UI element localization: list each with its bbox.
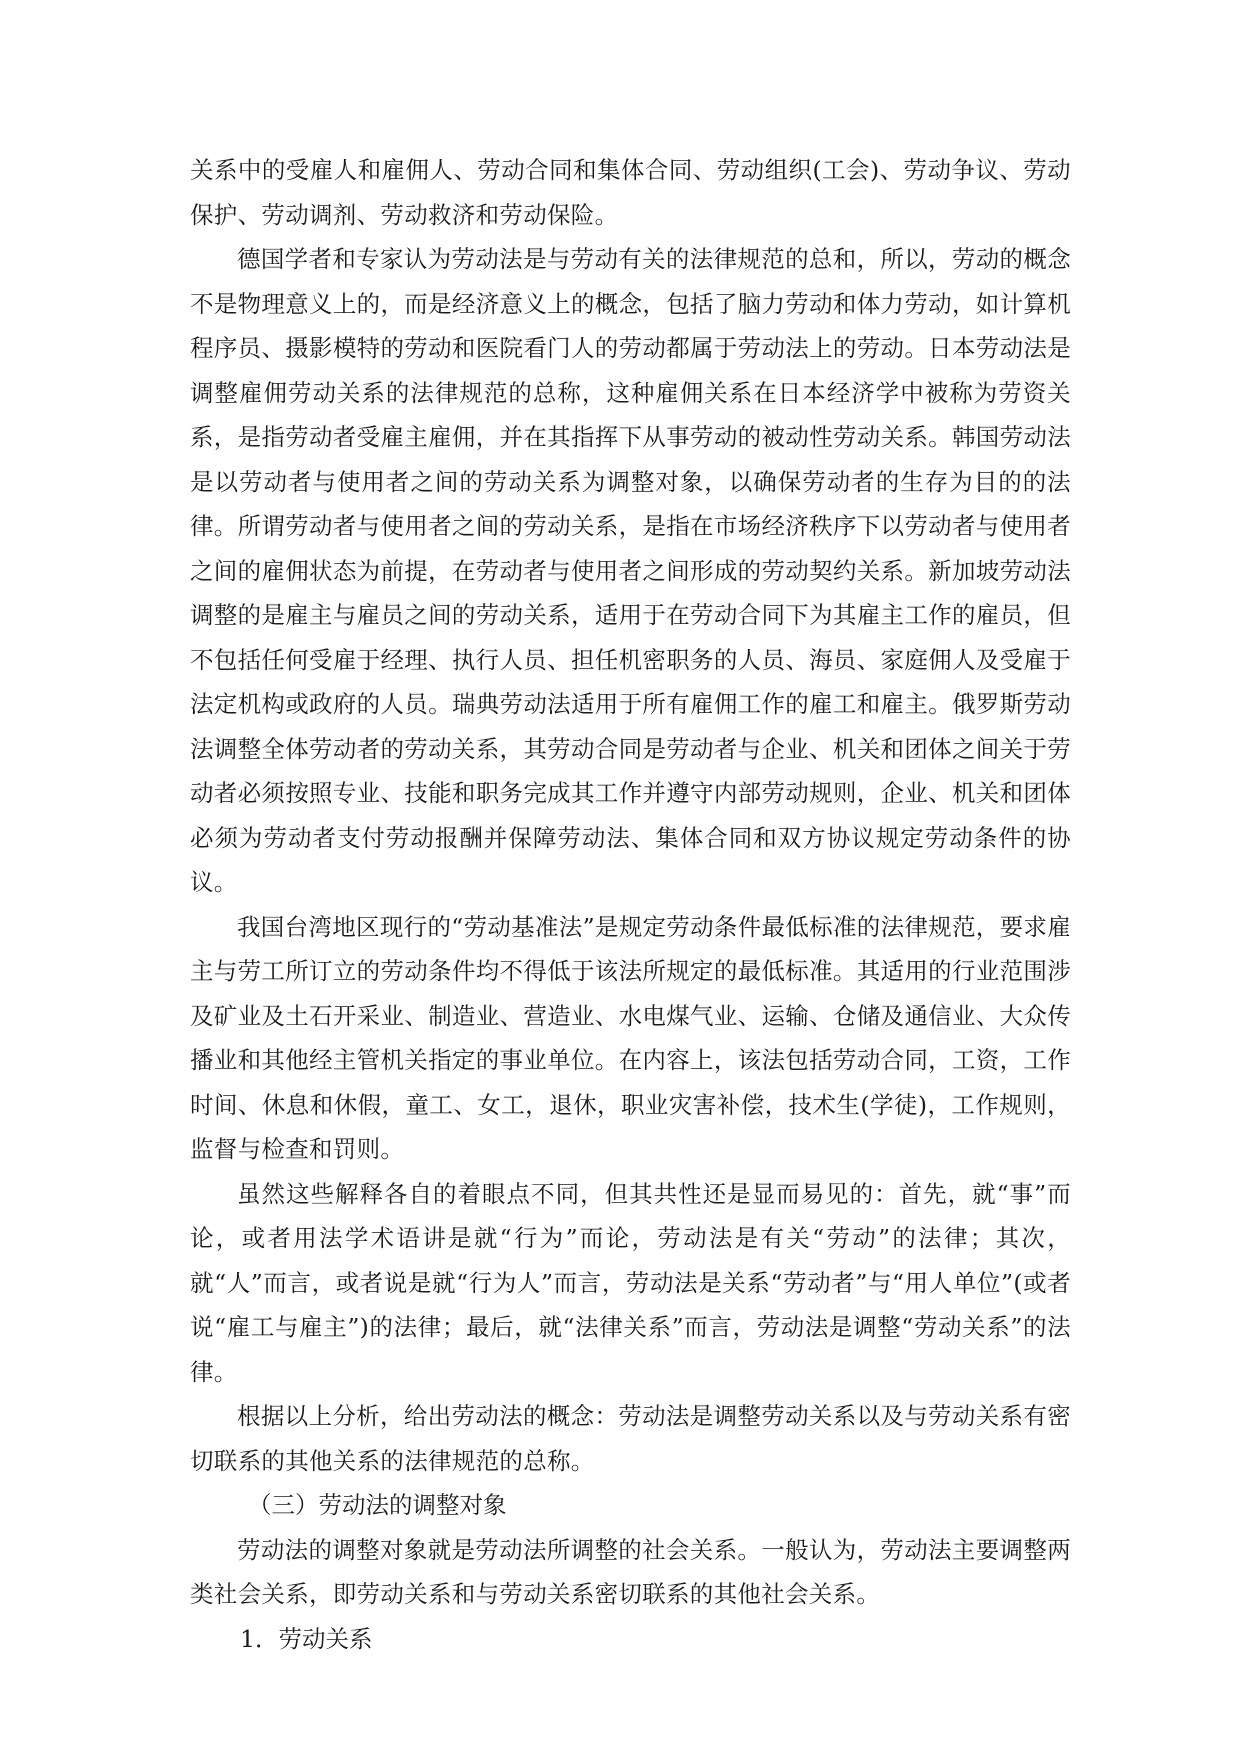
paragraph-taiwan-labor-standards: 我国台湾地区现行的“劳动基准法”是规定劳动条件最低标准的法律规范，要求雇主与劳工所订立的劳动条件均不得低于该法所规定的最低标准。其适用的行业范围涉及矿业及土石开采业、制造业、营造业、水电煤气业、运输、仓储及通信业、大众传播业和其他经主管机关指定的事业单位。在内容上，该法包括劳动合同，工资，工作时间、休息和休假，童工、女工，退休，职业灾害补偿，技术生(学徒)，工作规则，监督与检查和罚则。 (190, 912, 1071, 1163)
subsection-heading: 1．劳动关系 (240, 1624, 373, 1653)
paragraph-adjustment-object: 劳动法的调整对象就是劳动法所调整的社会关系。一般认为，劳动法主要调整两类社会关系，即劳动关系和与劳动关系密切联系的其他社会关系。 (190, 1535, 1071, 1608)
paragraph-continuation: 关系中的受雇人和雇佣人、劳动合同和集体合同、劳动组织(工会)、劳动争议、劳动保护、劳动调剂、劳动救济和劳动保险。 (190, 156, 1071, 229)
paragraph-common-features: 虽然这些解释各自的着眼点不同，但其共性还是显而易见的：首先，就“事”而论，或者用法学术语讲是就“行为”而论，劳动法是有关“劳动”的法律；其次，就“人”而言，或者说是就“行为人”而言，劳动法是关系“劳动者”与“用人单位”(或者说“雇工与雇主”)的法律；最后，就“法律关系”而言，劳动法是调整“劳动关系”的法律。 (190, 1179, 1071, 1386)
section-heading: （三）劳动法的调整对象 (248, 1491, 507, 1519)
paragraph-labor-law-concept: 根据以上分析，给出劳动法的概念：劳动法是调整劳动关系以及与劳动关系有密切联系的其他关系的法律规范的总称。 (190, 1402, 1071, 1475)
paragraph-foreign-labor-law: 德国学者和专家认为劳动法是与劳动有关的法律规范的总和，所以，劳动的概念不是物理意义上的，而是经济意义上的概念，包括了脑力劳动和体力劳动，如计算机程序员、摄影模特的劳动和医院看门人的劳动都属于劳动法上的劳动。日本劳动法是调整雇佣劳动关系的法律规范的总称，这种雇佣关系在日本经济学中被称为劳资关系，是指劳动者受雇主雇佣，并在其指挥下从事劳动的被动性劳动关系。韩国劳动法是以劳动者与使用者之间的劳动关系为调整对象，以确保劳动者的生存为目的的法律。所谓劳动者与使用者之间的劳动关系，是指在市场经济秩序下以劳动者与使用者之间的雇佣状态为前提，在劳动者与使用者之间形成的劳动契约关系。新加坡劳动法调整的是雇主与雇员之间的劳动关系，适用于在劳动合同下为其雇主工作的雇员，但不包括任何受雇于经理、执行人员、担任机密职务的人员、海员、家庭佣人及受雇于法定机构或政府的人员。瑞典劳动法适用于所有雇佣工作的雇工和雇主。俄罗斯劳动法调整全体劳动者的劳动关系，其劳动合同是劳动者与企业、机关和团体之间关于劳动者必须按照专业、技能和职务完成其工作并遵守内部劳动规则，企业、机关和团体必须为劳动者支付劳动报酬并保障劳动法、集体合同和双方协议规定劳动条件的协议。 (190, 245, 1071, 896)
